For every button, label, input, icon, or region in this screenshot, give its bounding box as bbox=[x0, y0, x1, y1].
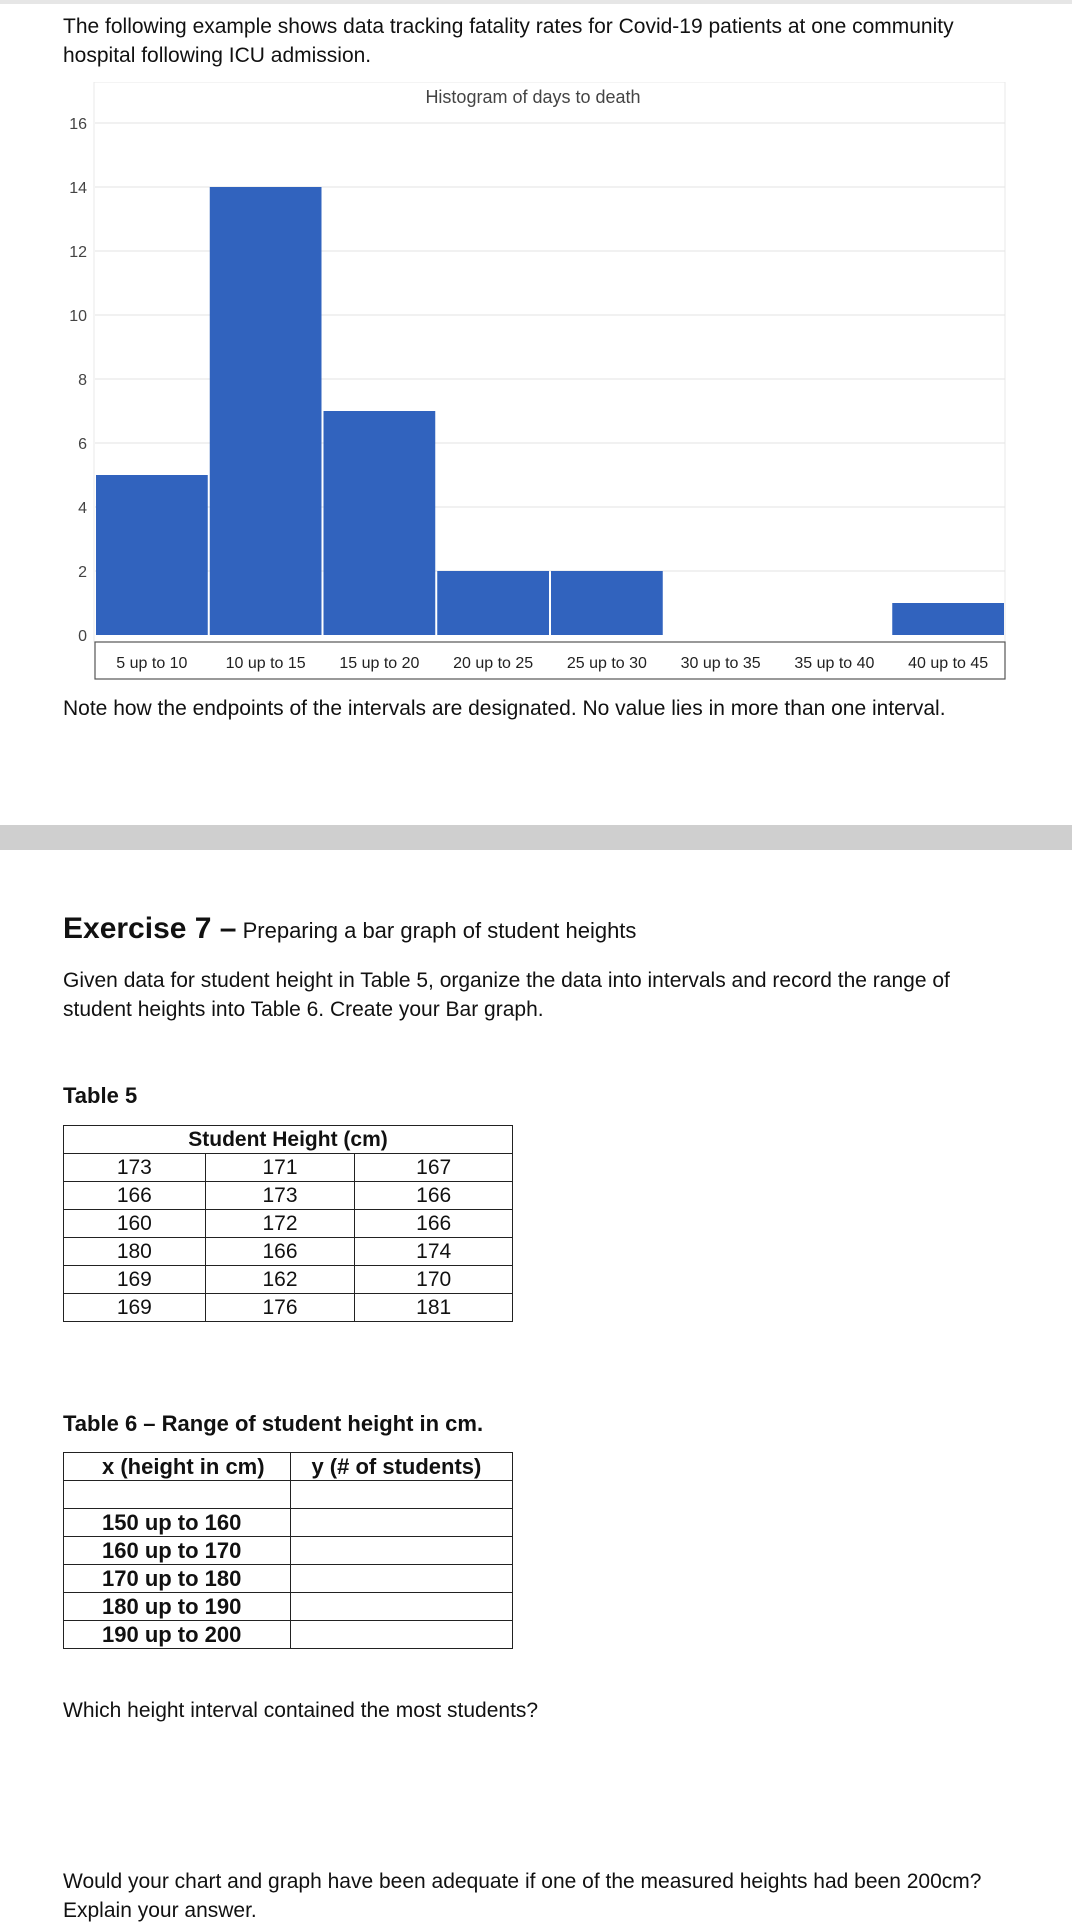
table5-cell: 181 bbox=[355, 1294, 513, 1322]
bar bbox=[210, 187, 322, 635]
x-axis-labels bbox=[116, 655, 988, 672]
table6-interval-cell: 180 up to 190 bbox=[64, 1593, 291, 1621]
table6-count-cell[interactable] bbox=[291, 1621, 513, 1649]
y-tick-label: 6 bbox=[78, 436, 87, 453]
y-tick-label: 0 bbox=[78, 628, 87, 645]
table5-header: Student Height (cm) bbox=[64, 1126, 513, 1154]
intro-paragraph: The following example shows data tracking fatality rates for Covid-19 patients at one community hospital following ICU admission. bbox=[63, 15, 954, 67]
table5-cell: 174 bbox=[355, 1238, 513, 1266]
table6-interval-cell: 170 up to 180 bbox=[64, 1565, 291, 1593]
table5-cell: 170 bbox=[355, 1266, 513, 1294]
note-paragraph: Note how the endpoints of the intervals are designated. No value lies in more than one interval. bbox=[63, 697, 946, 720]
table5-cell: 173 bbox=[64, 1154, 206, 1182]
table-row bbox=[64, 1621, 513, 1649]
exercise-subtitle: Preparing a bar graph of student heights bbox=[236, 918, 637, 943]
table6-header-y: y (# of students) bbox=[291, 1453, 513, 1481]
exercise-heading bbox=[63, 912, 636, 946]
x-tick-label: 35 up to 40 bbox=[794, 655, 875, 672]
exercise-title: Exercise 7 – bbox=[63, 912, 237, 945]
table6-empty-cell[interactable] bbox=[291, 1481, 513, 1509]
table6-count-cell[interactable] bbox=[291, 1509, 513, 1537]
table5-cell: 166 bbox=[355, 1182, 513, 1210]
y-axis-ticks bbox=[69, 116, 87, 645]
x-tick-label: 15 up to 20 bbox=[339, 655, 420, 672]
table5-cell: 176 bbox=[205, 1294, 355, 1322]
table5-cell: 166 bbox=[355, 1210, 513, 1238]
table6-header-x: x (height in cm) bbox=[64, 1453, 291, 1481]
x-tick-label: 20 up to 25 bbox=[453, 655, 534, 672]
y-tick-label: 16 bbox=[69, 116, 87, 133]
bar bbox=[437, 571, 549, 635]
table-row bbox=[64, 1565, 513, 1593]
table5-cell: 180 bbox=[64, 1238, 206, 1266]
table6-count-cell[interactable] bbox=[291, 1537, 513, 1565]
document-page-top bbox=[0, 4, 1072, 825]
table6-empty-cell[interactable] bbox=[64, 1481, 291, 1509]
table5-caption: Table 5 bbox=[63, 1083, 138, 1108]
page-separator bbox=[0, 825, 1072, 850]
table-row bbox=[64, 1481, 513, 1509]
table-row bbox=[64, 1154, 513, 1182]
y-tick-label: 10 bbox=[69, 308, 87, 325]
y-tick-label: 14 bbox=[69, 180, 87, 197]
bar bbox=[892, 603, 1004, 635]
table5-cell: 166 bbox=[64, 1182, 206, 1210]
table-row bbox=[64, 1593, 513, 1621]
table5-cell: 160 bbox=[64, 1210, 206, 1238]
table6-caption: Table 6 – Range of student height in cm. bbox=[63, 1411, 484, 1436]
table5-cell: 171 bbox=[205, 1154, 355, 1182]
bar bbox=[551, 571, 663, 635]
table6-interval-cell: 150 up to 160 bbox=[64, 1509, 291, 1537]
table6-height-ranges bbox=[63, 1452, 513, 1649]
table5-cell: 167 bbox=[355, 1154, 513, 1182]
table5-cell: 162 bbox=[205, 1266, 355, 1294]
table5-cell: 169 bbox=[64, 1266, 206, 1294]
table5-cell: 172 bbox=[205, 1210, 355, 1238]
table6-interval-cell: 190 up to 200 bbox=[64, 1621, 291, 1649]
table6-count-cell[interactable] bbox=[291, 1565, 513, 1593]
y-tick-label: 4 bbox=[78, 500, 87, 517]
x-tick-label: 25 up to 30 bbox=[566, 655, 647, 672]
table-row bbox=[64, 1182, 513, 1210]
table5-cell: 169 bbox=[64, 1294, 206, 1322]
table5-student-heights bbox=[63, 1125, 513, 1322]
question-200cm: Would your chart and graph have been adequate if one of the measured heights had been 200cm? Explain your answer. bbox=[63, 1870, 982, 1922]
table-row bbox=[64, 1210, 513, 1238]
bar bbox=[324, 411, 436, 635]
table6-interval-cell: 160 up to 170 bbox=[64, 1537, 291, 1565]
table-row bbox=[64, 1266, 513, 1294]
chart-title: Histogram of days to death bbox=[425, 87, 641, 107]
table-row bbox=[64, 1294, 513, 1322]
x-tick-label: 30 up to 35 bbox=[680, 655, 761, 672]
y-tick-label: 12 bbox=[69, 244, 87, 261]
bars bbox=[96, 187, 1004, 635]
y-tick-label: 2 bbox=[78, 564, 87, 581]
histogram-chart bbox=[55, 82, 1015, 682]
bar bbox=[96, 475, 208, 635]
table5-cell: 166 bbox=[205, 1238, 355, 1266]
table-row bbox=[64, 1509, 513, 1537]
y-tick-label: 8 bbox=[78, 372, 87, 389]
x-tick-label: 5 up to 10 bbox=[116, 655, 188, 672]
table-row bbox=[64, 1238, 513, 1266]
table5-cell: 173 bbox=[205, 1182, 355, 1210]
x-tick-label: 10 up to 15 bbox=[225, 655, 306, 672]
table6-count-cell[interactable] bbox=[291, 1593, 513, 1621]
question-most-students: Which height interval contained the most students? bbox=[63, 1699, 539, 1722]
exercise-instructions: Given data for student height in Table 5, organize the data into intervals and record the range of student heights into Table 6. Create your Bar graph. bbox=[63, 969, 950, 1021]
table-row bbox=[64, 1537, 513, 1565]
x-tick-label: 40 up to 45 bbox=[908, 655, 989, 672]
